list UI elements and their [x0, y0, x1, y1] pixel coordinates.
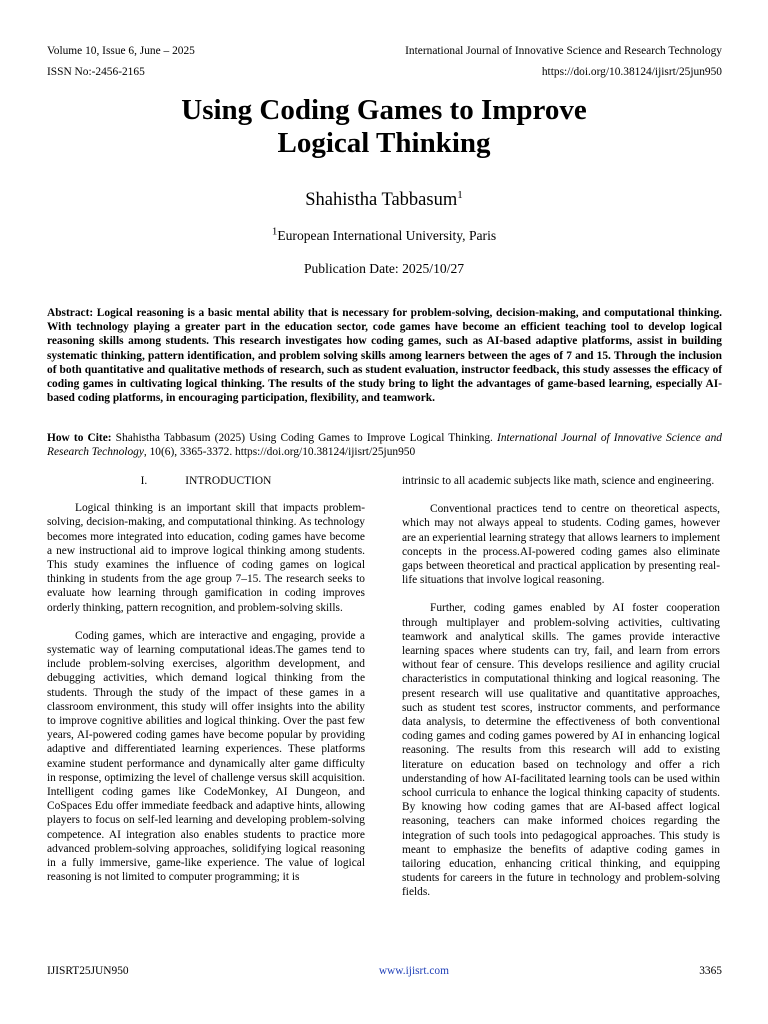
- paper-title-line-1: Using Coding Games to Improve: [181, 94, 587, 126]
- affiliation-mark: 1: [271, 225, 278, 238]
- citation-text-2: , 10(6), 3365-3372. https://doi.org/10.38124/ijisrt/25jun950: [143, 446, 416, 459]
- doi-link[interactable]: https://doi.org/10.38124/ijisrt/25jun950: [541, 66, 722, 78]
- citation-label: How to Cite:: [47, 432, 112, 444]
- issn: ISSN No:-2456-2165: [47, 66, 145, 78]
- paragraph: Logical thinking is an important skill that impacts problem-solving, decision-making, and computational thinking. As technology becomes more integrated into education, coding games have become a new instructional aid to improve logical thinking among students. This study examines the influence of coding games on logical thinking in students from the age group 7–15. The research seeks to evaluate how learning through gamification in coding improves orderly thinking, pattern recognition, and problem-solving skills.: [47, 502, 365, 614]
- citation: [47, 431, 722, 459]
- left-column: [47, 474, 365, 898]
- citation-journal: International Journal of Innovative Science and Research Technology: [47, 432, 722, 459]
- citation-text-1: Shahistha Tabbasum (2025) Using Coding Games to Improve Logical Thinking.: [111, 432, 498, 444]
- right-column: [402, 474, 720, 914]
- paragraph: Conventional practices tend to centre on theoretical aspects, which may not always appeal to students. Coding games, however are an experiential learning strategy that allows learners to implement concepts in the process.AI-powered coding games also eliminate gaps between theoretical and practical application by presenting real- life situations that involve logical reasoning.: [402, 503, 720, 587]
- paper-title: [0, 94, 768, 160]
- paragraph: Further, coding games enabled by AI foster cooperation through multiplayer and problem-solving activities, cultivating teamwork and analytical skills. The games provide interactive learning spaces where students can try, fail, and learn from errors without fear of censure. This develops resilience and agility crucial characteristics in computational thinking and logical reasoning. The present research will use qualitative and quantitative approaches, such as student test scores, instructor comments, and performance data analysis, to determine the effectiveness of both conventional coding games and coding games powered by AI in enhancing logical reasoning. The results from this research will add to existing literature on education based on technology and offer a rich understanding of how AI-facilitated learning tools can be used within school curricula to enhance the logical thinking capacity of students. By knowing how coding games that are AI-based affect logical reasoning, teachers can make informed choices regarding the integration of such tools into pedagogical approaches. This study is meant to emphasize the benefits of adaptive coding games in tailoring education, enhancing critical thinking, and equipping students for careers in the future in technology and problem-solving fields.: [402, 602, 720, 899]
- section-heading: [47, 474, 365, 488]
- abstract: Abstract: Logical reasoning is a basic mental ability that is necessary for problem-solving, decision-making, and computational thinking. With technology playing a greater part in the education sector, code games have become an efficient teaching tool to develop logical reasoning skills among students. This research investigates how coding games, such as AI-based adaptive platforms, assist in building systematic thinking, pattern identification, and problem solving skills among learners between the ages of 7 and 15. Through the inclusion of both quantitative and qualitative methods of research, such as student evaluation, instructor feedback, this study assesses the efficacy of coding games in cultivating logical thinking. The results of the study bring to light the advantages of game-based learning, especially AI-based coding platforms, in encouraging participation, flexibility, and teamwork.: [47, 307, 722, 405]
- author: [0, 190, 768, 211]
- volume-issue: Volume 10, Issue 6, June – 2025: [47, 45, 195, 57]
- running-header-top: [47, 45, 722, 57]
- affiliation: [0, 225, 768, 244]
- paper-title-line-2: Logical Thinking: [277, 127, 491, 159]
- affiliation-text: European International University, Paris: [277, 228, 497, 243]
- page-footer: [47, 965, 722, 977]
- publication-date: Publication Date: 2025/10/27: [303, 261, 465, 276]
- author-affiliation-mark: 1: [457, 188, 463, 201]
- running-header-bottom: [47, 66, 722, 78]
- page-number: 3365: [699, 965, 722, 977]
- footer-paper-id: IJISRT25JUN950: [47, 965, 129, 977]
- section-number: I.: [140, 475, 148, 487]
- footer-website-link[interactable]: www.ijisrt.com: [378, 965, 449, 977]
- section-title: INTRODUCTION: [185, 475, 272, 487]
- journal-name: International Journal of Innovative Science and Research Technology: [405, 45, 722, 57]
- paragraph-continued: intrinsic to all academic subjects like math, science and engineering.: [402, 475, 715, 487]
- paragraph: Coding games, which are interactive and engaging, provide a systematic way of learning computational ideas.The games tend to include problem-solving exercises, algorithm development, and debugging activities, which demand logical thinking from the students. Through the study of the impact of these games in a classroom environment, this study will offer insights into the ability to improve cognitive abilities and logical thinking. Over the past few years, AI-powered coding games have become popular by providing adaptive and differentiated learning experiences. These platforms examine student performance and dynamically alter game difficulty in response, optimizing the level of challenge versus skill acquisition. Intelligent coding games like CodeMonkey, AI Dungeon, and CoSpaces Edu offer immediate feedback and adaptive hints, allowing players to focus on self-led learning and developing problem-solving competence. AI integration also enables students to practice more advanced problem-solving approaches, solidifying logical reasoning in a fully immersive, game-like experience. The value of logical reasoning is not limited to computer programming; it is: [47, 629, 365, 884]
- author-name: Shahistha Tabbasum: [305, 190, 458, 210]
